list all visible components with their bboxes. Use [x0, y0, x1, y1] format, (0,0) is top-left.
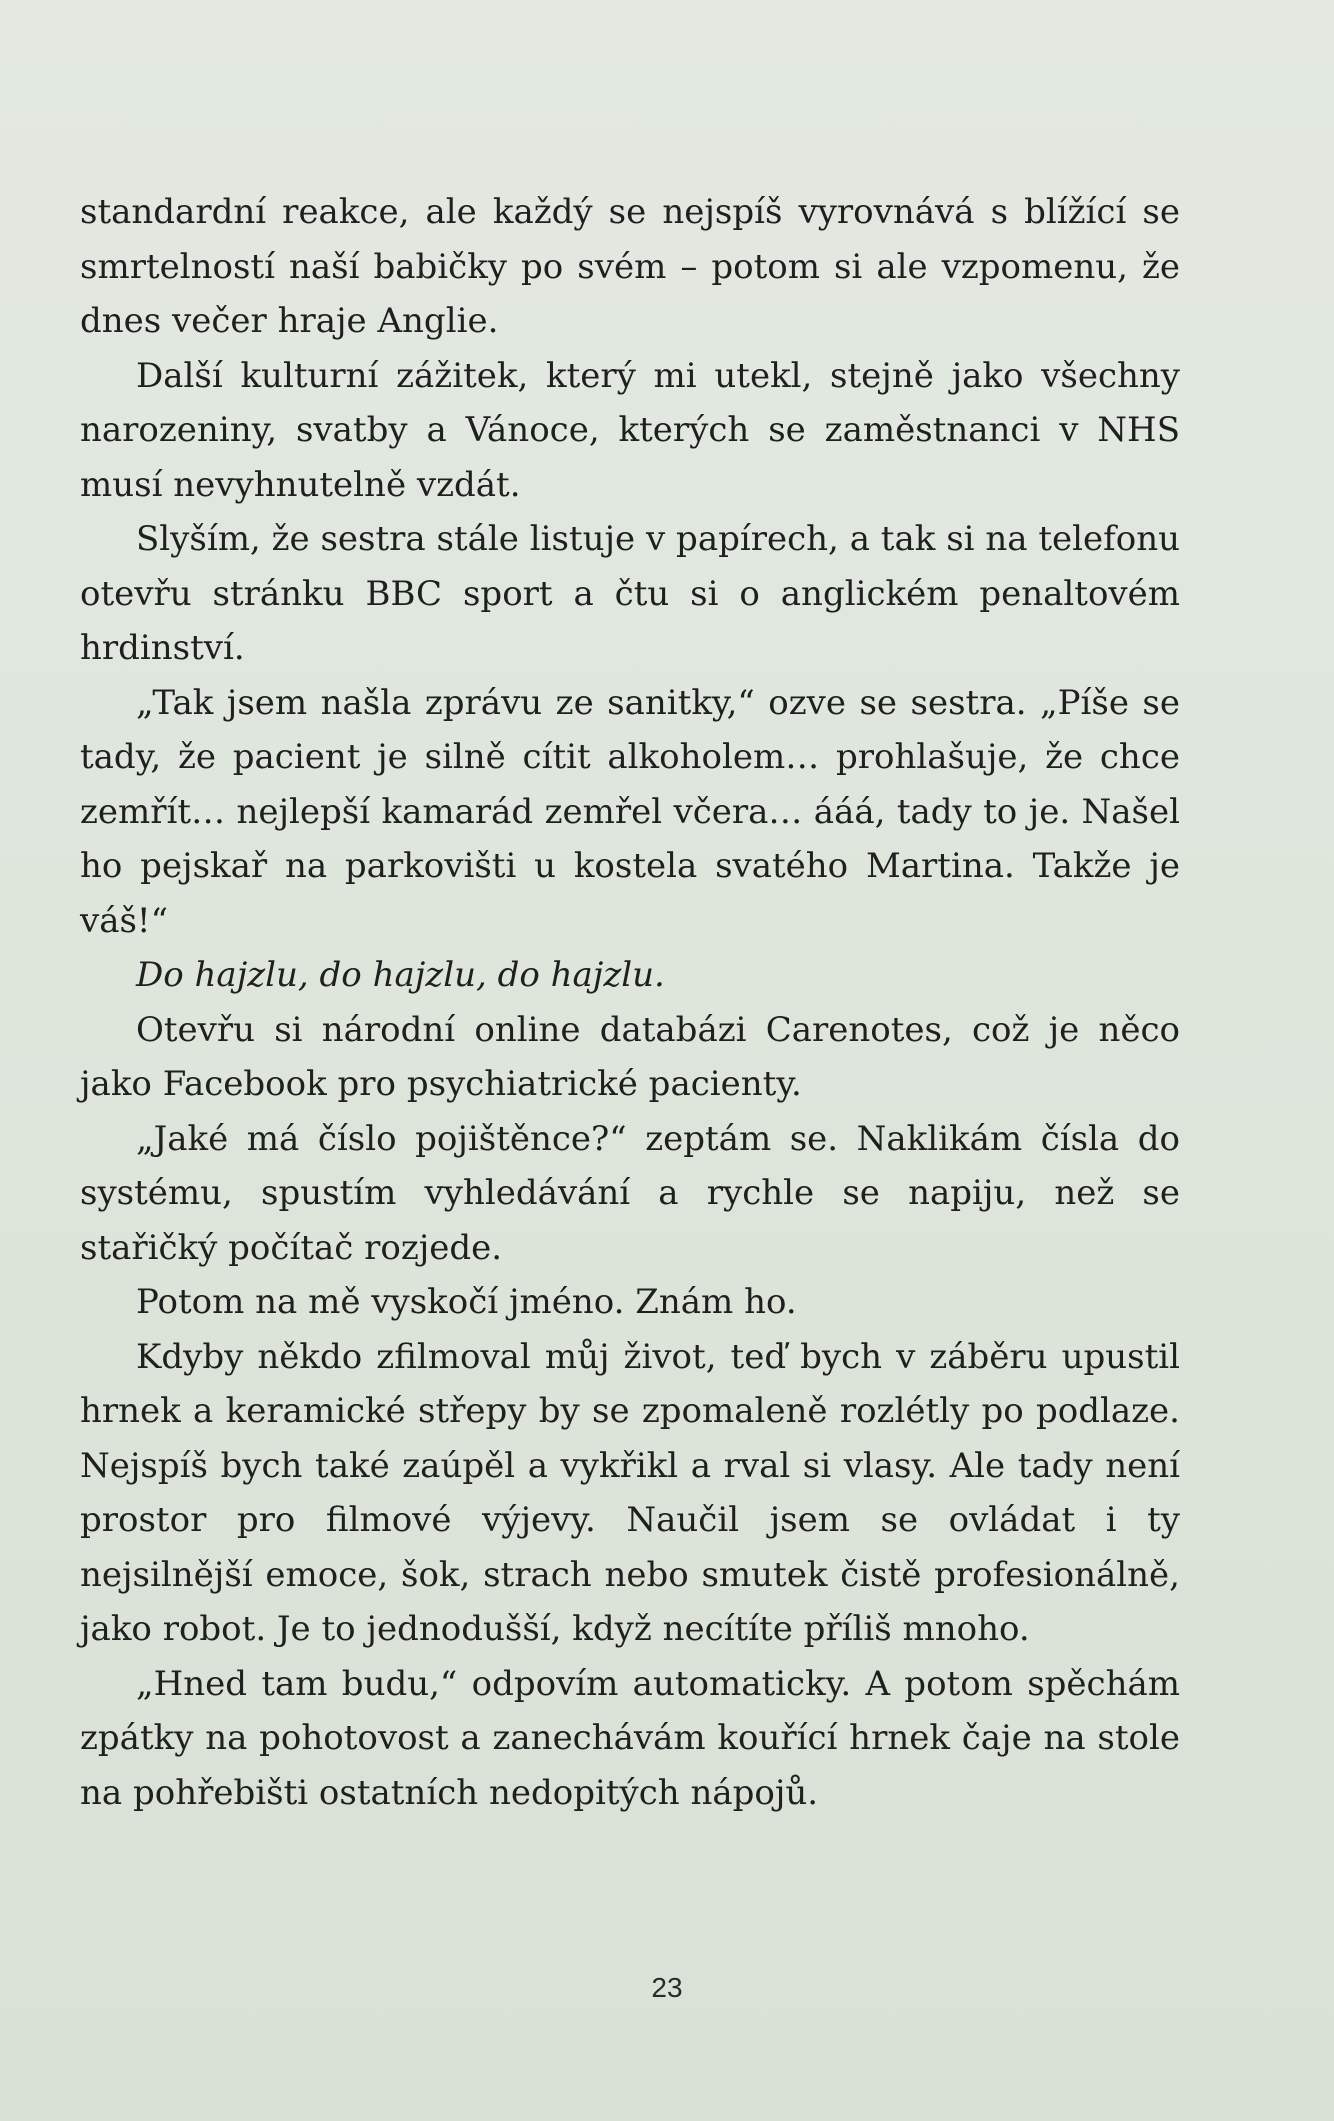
paragraph: „Hned tam budu,“ odpovím automaticky. A potom spěchám zpátky na pohotovost a zanechávám kouřící hrnek čaje na stole na pohřebišti ostatních nedopitých nápojů.	[80, 1663, 1180, 1813]
page-number: 23	[651, 1972, 683, 2003]
paragraph: Slyším, že sestra stále listuje v papírech, a tak si na telefonu otevřu stránku BBC sport a čtu si o anglickém penaltovém hrdinství.	[80, 519, 1180, 668]
paragraph: Další kulturní zážitek, který mi utekl, stejně jako všechny narozeniny, svatby a Vánoce, kterých se zaměstnanci v NHS musí nevyhnutelně vzdát.	[80, 355, 1180, 505]
paragraph: Otevřu si národní online databázi Carenotes, což je něco jako Facebook pro psychiatrické pacienty.	[80, 1009, 1180, 1104]
paragraph: Potom na mě vyskočí jméno. Znám ho.	[136, 1282, 797, 1322]
paragraph-italic: Do hajzlu, do hajzlu, do hajzlu.	[136, 955, 665, 995]
paragraph: Kdyby někdo zfilmoval můj život, teď bych v záběru upustil hrnek a keramické střepy by se zpomaleně rozlétly po podlaze. Nejspíš bych také zaúpěl a vykřikl a rval si vlasy. Ale tady není prostor pro filmové výjevy. Naučil jsem se ovládat i ty nejsilnější emoce, šok, strach nebo smutek čistě profesionálně, jako robot. Je to jednodušší, když necítíte příliš mnoho.	[80, 1336, 1180, 1649]
paragraph: „Tak jsem našla zprávu ze sanitky,“ ozve se sestra. „Píše se tady, že pacient je silně cítit alkoholem… prohlašuje, že chce zemřít… nejlepší kamarád zemřel včera… ááá, tady to je. Našel ho pejskař na parkovišti u kostela svatého Martina. Takže je váš!“	[80, 682, 1180, 941]
paragraph: standardní reakce, ale každý se nejspíš vyrovnává s blížící se smrtelností naší babičky po svém – potom si ale vzpomenu, že dnes večer hraje Anglie.	[80, 192, 1180, 341]
paragraph: „Jaké má číslo pojištěnce?“ zeptám se. Naklikám čísla do systému, spustím vyhledávání a rychle se napiju, než se stařičký počítač rozjede.	[80, 1118, 1180, 1268]
body-text	[80, 185, 1180, 1820]
